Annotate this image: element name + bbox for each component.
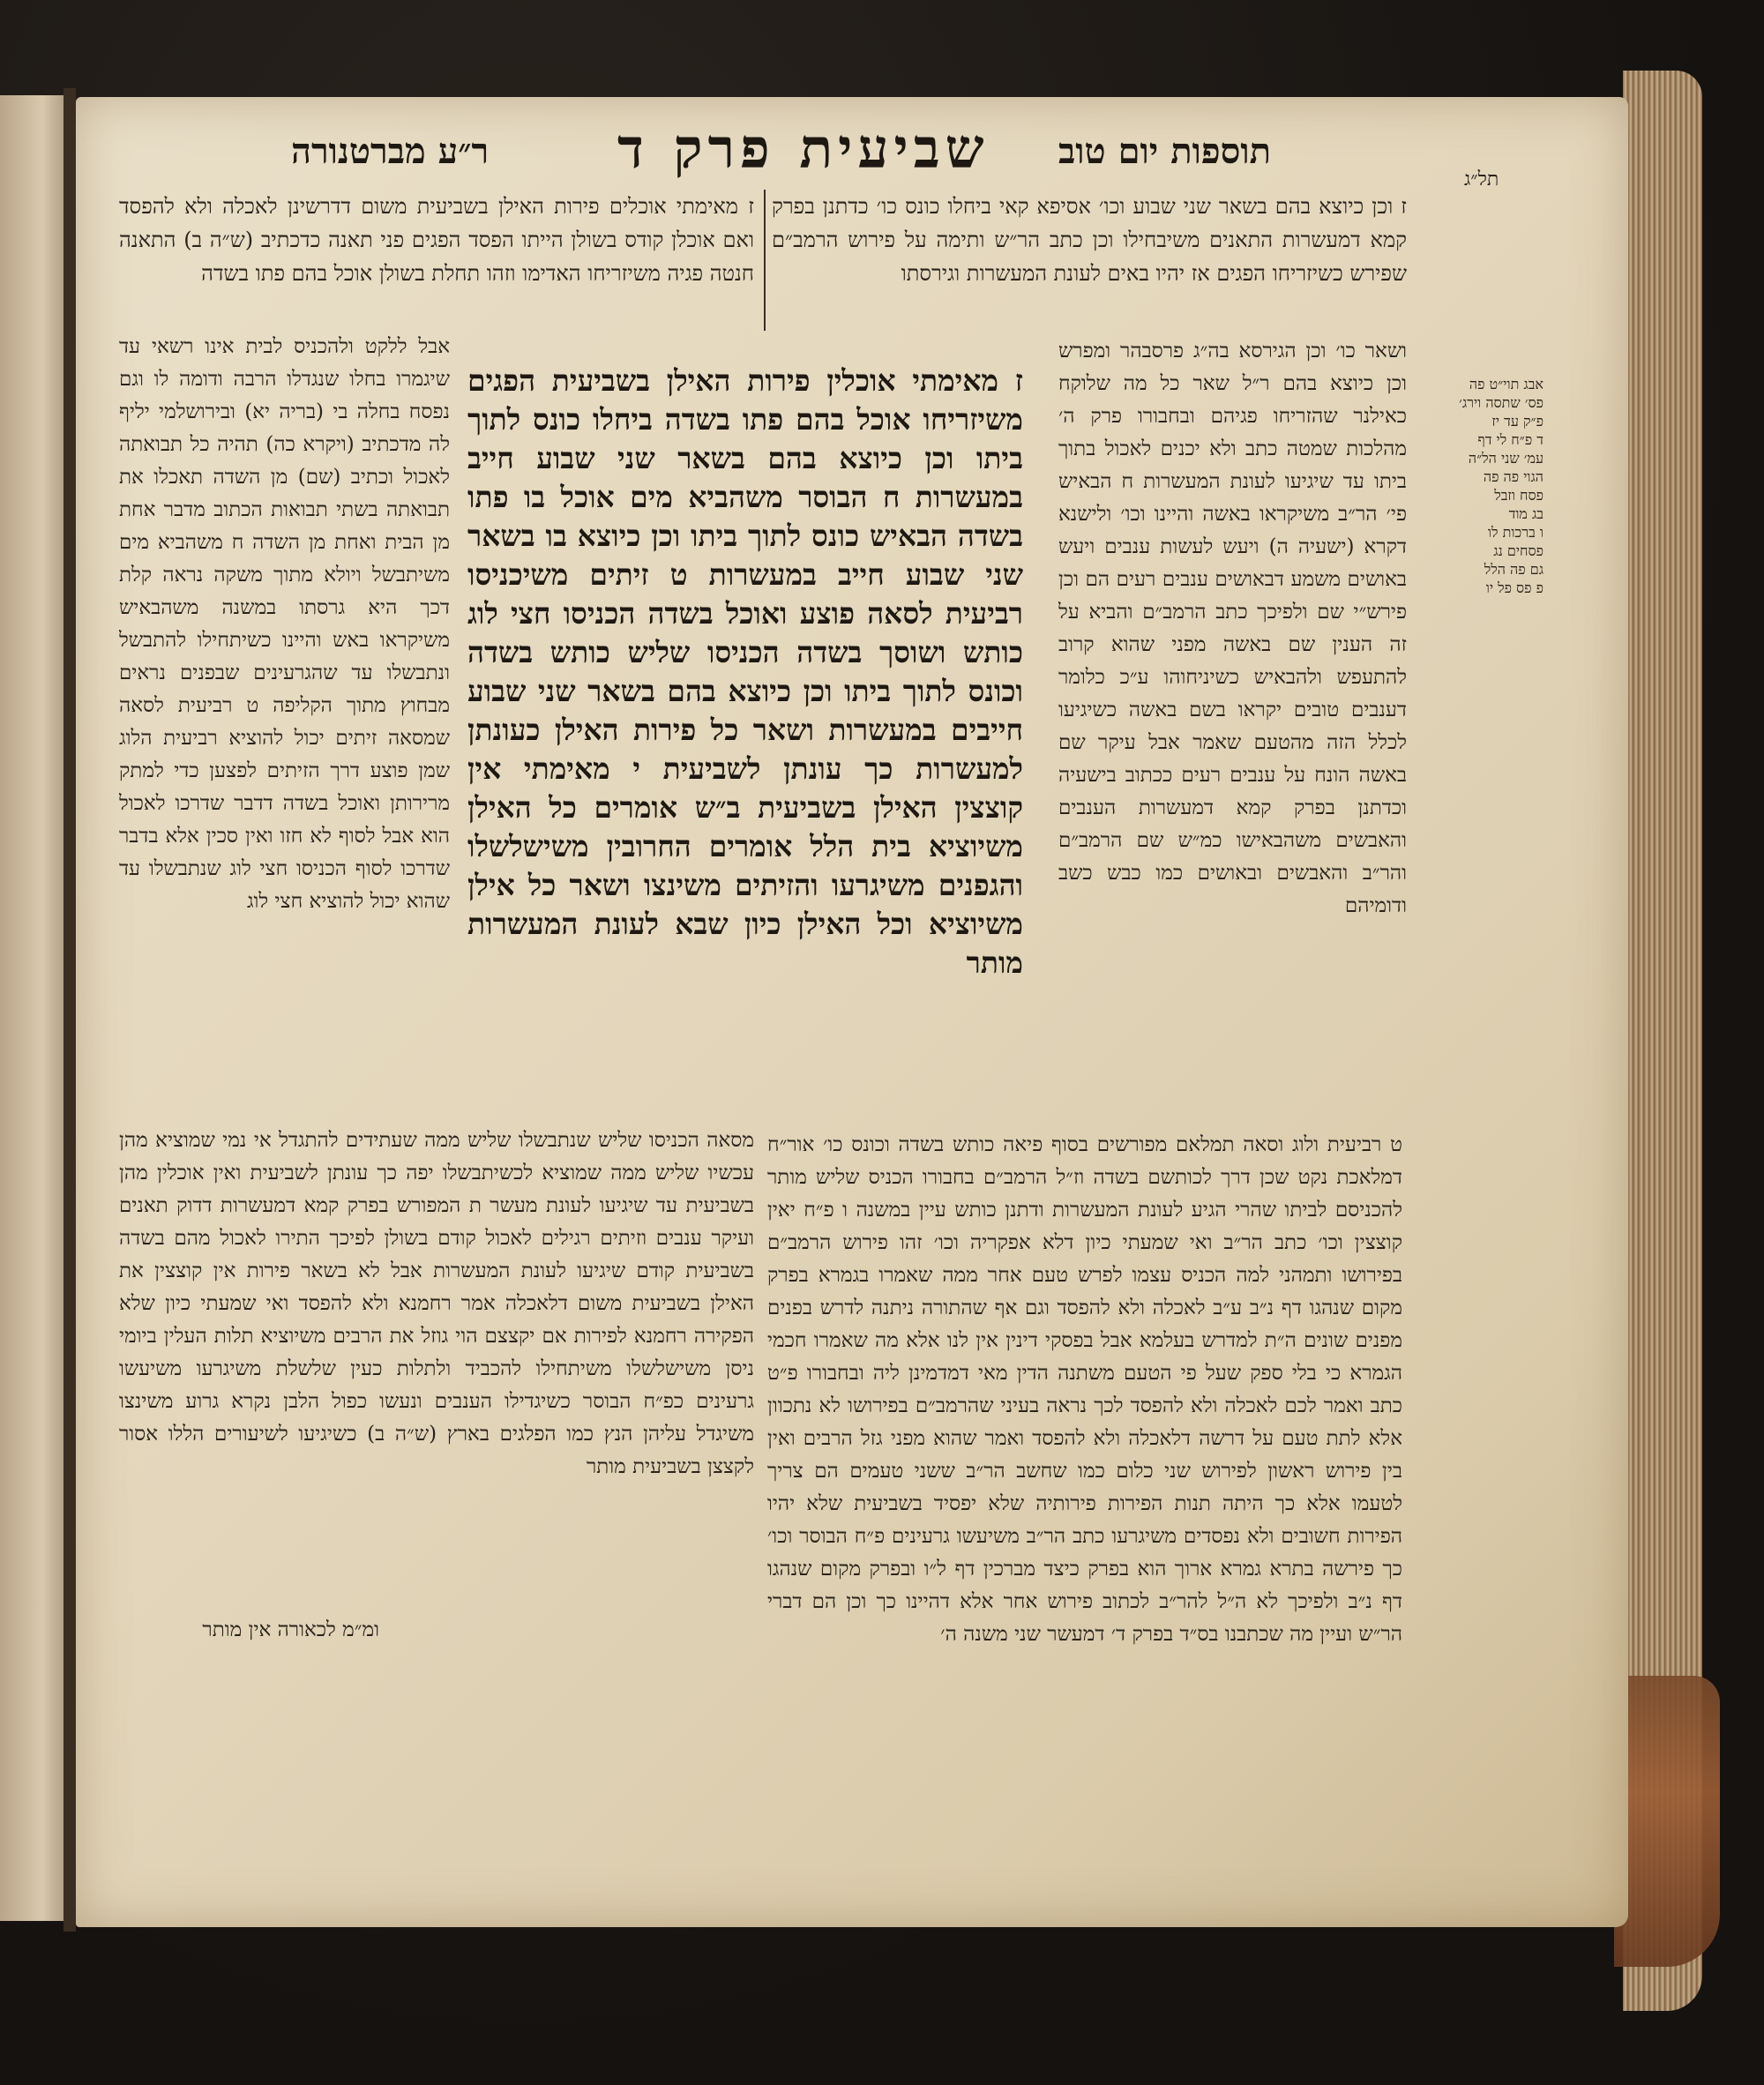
bartenura-commentary-column: אבל ללקט ולהכניס לבית אינו רשאי עד שיגמרו בחלו שנגדלו הרבה ודומה לו וגם נפסח בחלה בי (בריה יא) ובירושלמי יליף לה מדכתיב (ויקרא כה) תהיה כל תבואתה לאכול וכתיב (שם) מן השדה תאכלו את תבואתה בשתי תבואות הכתוב מדבר אחת מן הבית ואחת מן השדה ח משהביא מים משיתבשל ויולא מתוך משקה נראה קלת דכך היא גרסתו במשנה משהבאיש משיקראו באש והיינו כשיתחילו להתבשל ונתבשלו עד שהגרעינים שבפנים נראים מבחוץ מתוך הקליפה ט רביעית לסאה שמסאה זיתים יכול להוציא רביעית הלוג שמן פוצע דרך הזיתים לפצען כדי למתק מרירותן ואוכל בשדה דדבר שדרכו לאכול הוא אבל לסוף לא חזו ואין סכין אלא בדבר שדרכו לסוף הכניסו חצי לוג שנתבשלו עד שהוא יכול להוציא חצי לוג (119, 335, 450, 913)
tosafot-commentary-column: ושאר כו׳ וכן הגירסא בה״ג פרסבהר ומפרש וכן כיוצא בהם ר״ל שאר כל מה שלוקח כאילנר שהזריחו פגיהם ובחבורו פרק ה׳ מהלכות שמטה כתב ולא יכנים לאכול בתוך ביתו עד שיגיעו לעונת המעשרות ח הבאיש פי׳ הר״ב משיקראו באשה והיינו וכו׳ ולישנא דקרא (ישעיה ה) ויעש לעשות ענבים ויעש באושים משמע דבאושים ענבים רעים הם וכן פירש״י שם ולפיכך כתב הרמב״ם והביא על זה הענין שם באשה מפני שהוא קרוב להתעפש ולהבאיש כשיניחוהו ע״כ כלומר דענבים טובים יקראו בשם באשה כשיגיעו לכלל הזה מהטעם שאמר אבל עיקר שם באשה הונח על ענבים רעים ככתוב בישעיה וכדתנן בפרק קמא דמעשרות הענבים והאבשים משהבאישו כמ״ש שם הרמב״ם והר״ב והאבשים ובאושים כמו כבש כשב ודומיהם (1058, 340, 1407, 917)
margin-note: ו ברכות לו (1487, 524, 1544, 541)
marginal-references (1411, 375, 1544, 597)
margin-note: עמ׳ שני הל״ה (1468, 450, 1544, 467)
margin-note: בג מוד (1508, 505, 1544, 522)
folio-number: תל״ג (1464, 168, 1499, 191)
header-tosafot: תוספות יום טוב (1058, 131, 1271, 172)
leather-corner (1614, 1676, 1720, 1967)
tosafot-commentary-top: ז וכן כיוצא בהם בשאר שני שבוע וכו׳ אסיפא קאי ביחלו כונס כו׳ כדתנן בפרק קמא דמעשרות התאנים משיבחילו וכן כתב הר״ש ותימה על פירוש הרמב״ם שפירש כשיזריחו הפגים אז יהיו באים לעונת המעשרות וגירסתו (772, 194, 1407, 286)
bottom-left-note: ומ״מ לכאורה אין מותר (202, 1618, 379, 1641)
bartenura-commentary-lower: מסאה הכניסו שליש שנתבשלו שליש ממה שעתידים להתגדל אי נמי שמוציא מהן עכשיו שליש ממה שמוציא לכשיתבשלו יפה כך עונתן לשביעית ואין אוכלין מהן בשביעית עד שיגיעו לעונת מעשר ת המפורש בפרק קמא דמעשרות דדוק תאנים ועיקר ענבים וזיתים רגילים לאכול קודם בשולן לפיכך התירו לאכול מהם בשדה בשביעית קודם שיגיעו לעונת המעשרות אבל לא בשאר פירות אין קוצצין את האילן בשביעית משום דלאכלה אמר רחמנא ולא להפסד ואי שמעתי כיון שלא הפקירה רחמנא לפירות אם יקצצם הוי גוזל את הרבים משיוציא תלות העלין ביומי ניסן משישלשלו משיתחילו להכביד ולתלות כעין שלשלת משיגרעו משיעשו גרעינים כפ״ח הבוסר כשיגדילו הענבים ונעשו כפול הלבן נקרא גרוע משינצו משיגדל עליהן הנץ כמו הפלגים בארץ (ש״ה ב) כשיגיעו לשיעורים הללו אסור לקצצן בשביעית מותר (119, 1129, 754, 1478)
header-bartenura: ר״ע מברטנורה (291, 131, 490, 172)
mishnah-text: ז מאימתי אוכלין פירות האילן בשביעית הפגים משיזריחו אוכל בהם פתו בשדה ביחלו כונס לתוך ביתו וכן כיוצא בהם בשאר שני שבוע חייב במעשרות ח הבוסר משהביא מים אוכל בו פתו בשדה הבאיש כונס לתוך ביתו וכן כיוצא בו בשאר שני שבוע חייב במעשרות ט זיתים משיכניסו רביעית לסאה פוצע ואוכל בשדה הכניסו חצי לוג כותש ושוסך בשדה הכניסו שליש כותש בשדה וכונס לתוך ביתו וכן כיוצא בהם בשאר שני שבוע חייבים במעשרות ושאר כל פירות האילן כעונתן למעשרות כך עונתן לשביעית י מאימתי אין קוצצין האילן בשביעית ב״ש אומרים כל האילן משיוציא בית הלל אומרים החרובין משישלשלו והגפנים משיגרעו והזיתים משינצו ושאר כל אילן משיוציא וכל האילן כיון שבא לעונת המעשרות מותר (467, 363, 1023, 980)
margin-note: פ״ק עד יז (1491, 413, 1544, 430)
margin-note: אבג תוי״ט פה (1469, 376, 1544, 392)
margin-note: ד פ״ח לי דף (1477, 431, 1544, 448)
left-page-edge (0, 95, 72, 1921)
margin-note: הגוי פה פה (1483, 468, 1544, 485)
margin-note: פס׳ שתסה וירג׳ (1459, 394, 1544, 411)
header-tractate-chapter: שביעית פרק ד (617, 116, 990, 181)
margin-note: פסח וזבל (1494, 487, 1544, 504)
margin-note: פ פס פל יו (1485, 579, 1544, 596)
book-gutter (64, 88, 76, 1932)
column-divider (764, 190, 766, 331)
tosafot-commentary-lower: ט רביעית ולוג וסאה תמלאם מפורשים בסוף פיאה כותש בשדה וכונס כו׳ אור״ח דמלאכת נקט שכן דרך לכותשם בשדה וז״ל הרמב״ם בחבורו הכניס שליש מותר להכניסם לביתו שהרי הגיע לעונת המעשרות ודתנן כותש עיין במשנה ו פ״ח יאין קוצצין וכו׳ כתב הר״ב ואי שמעתי כיון דלא אפקריה וכו׳ זהו פירוש הרמב״ם בפירושו ותמהני למה הכניס עצמו לפרש טעם אחר ממה שאמרו בגמרא בפרק מקום שנהגו דף נ״ב ע״ב לאכלה ולא להפסד וגם אף שהתורה ניתנה לדרש בפנים מפנים שונים ה״ת למדרש בעלמא אבל בפסקי דינין אין לנו אלא מה שאמרו חכמי הגמרא כי בלי ספק שעל פי הטעם משתנה הדין מאי דמדמינן ליה ובחבורו פ״ט כתב ואמר לכם לאכלה ולא להפסד לכך נראה בעיני שהרמב״ם בפירושו לא נתכוון אלא לתת טעם על דרשה דלאכלה ולא להפסד ואמר שהוא מפני גזל הרבים ואין בין פירוש ראשון לפירוש שני כלום כמו שחשב הר״ב ששני טעמים הם צריך לטעמו אלא כך היתה תנות הפירות פירותיה שלא יפסיד בשביעית שלא יהיו הפירות חשובים ולא נפסדים משיגרעו כתב הר״ב משיעשו גרעינים פ״ח הבוסר וכו׳ כך פירשה בתרא גמרא ארוך הוא בפרק כיצד מברכין דף ל״ו ובפרק מקום שנהגו דף נ״ב ולפיכך לא ה״ל להר״ב לכתוב פירוש אחר אלא דהיינו כך וכן הם דברי הר״ש ועיין מה שכתבנו בס״ד בפרק ד׳ דמעשר שני משנה ה׳ (767, 1133, 1402, 1646)
bartenura-commentary-top: ז מאימתי אוכלים פירות האילן בשביעית משום דדרשינן לאכלה ולא להפסד ואם אוכלן קודס בשולן הייתו הפסד הפגים פני תאנה כדכתיב (ש״ה ב) התאנה חנטה פגיה משיזריחו האדימו וזהו תחלת בשולן אוכל בהם פתו בשדה (119, 194, 754, 286)
margin-note: פסחים נג (1493, 542, 1544, 559)
margin-note: גם פה הלל (1484, 561, 1544, 578)
